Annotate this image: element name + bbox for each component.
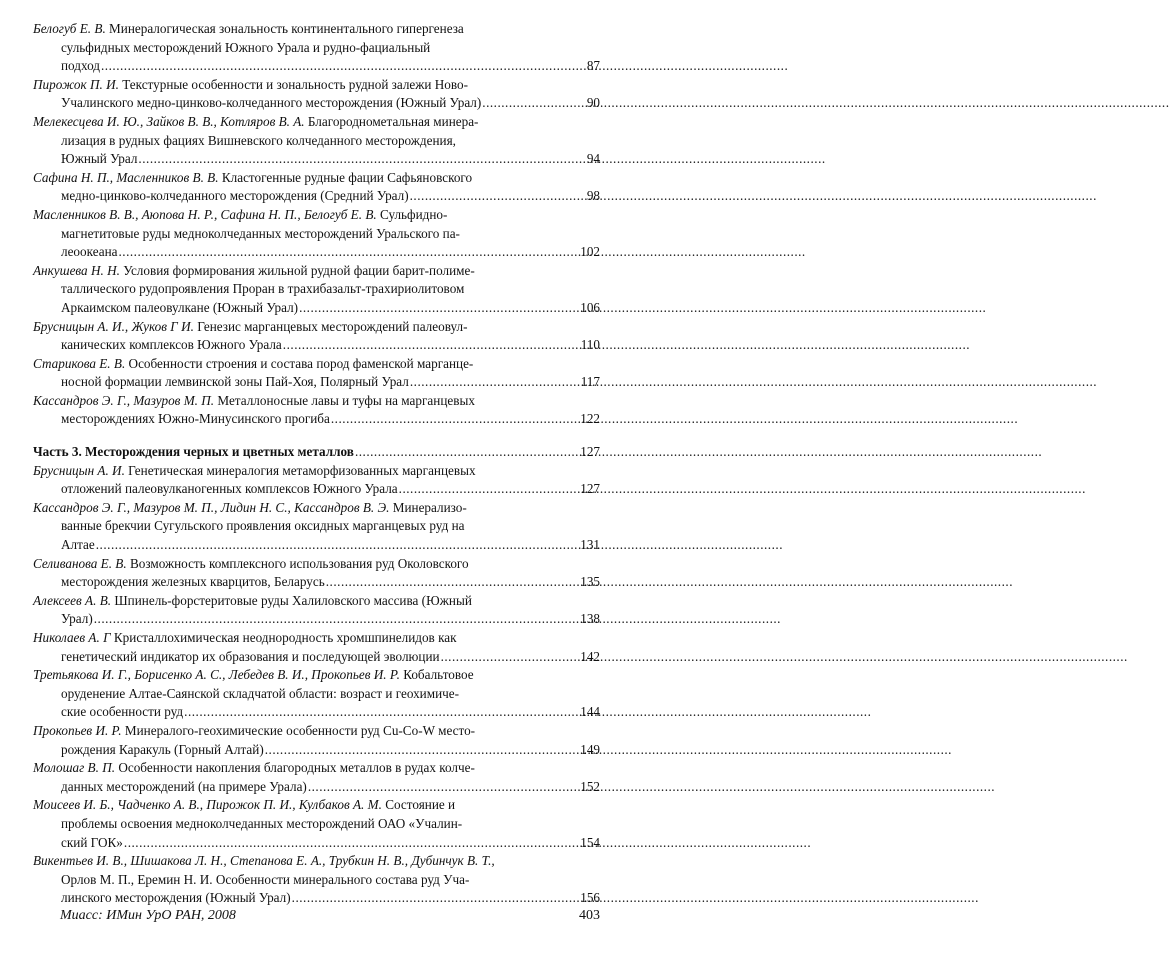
entry-page-number: 156: [580, 890, 600, 906]
entry-page-number: 122: [580, 411, 600, 427]
entry-text-segment: [61, 834, 123, 853]
toc-entry-line: [33, 76, 600, 95]
entry-title-text: месторождениях Южно-Минусинского прогиба: [61, 411, 330, 427]
entry-title-text: Металлоносные лавы и туфы на марганцевых: [217, 392, 475, 408]
toc-entry-line: [33, 336, 600, 355]
toc-entry: [33, 796, 600, 852]
entry-title-text: Минералогическая зональность континентального гипергенеза: [109, 21, 464, 36]
toc-entry: [33, 759, 600, 796]
entry-text-segment: [61, 536, 95, 555]
entry-title-text: Алтае: [61, 537, 95, 553]
entry-authors: Брусницын А. И., Жуков Г И.: [33, 318, 194, 334]
entry-title-text: Состояние и: [385, 797, 456, 813]
entry-title-text: Генезис марганцевых месторождений палеовул-: [197, 318, 468, 334]
entry-page-number: 98: [586, 188, 600, 204]
entry-authors: Моисеев И. Б., Чадченко А. В., Пирожок П. И., Кулбаков А. М.: [33, 797, 382, 813]
dot-leader: [101, 57, 586, 76]
entry-authors: Масленников В. В., Аюпова Н. Р., Сафина Н. П., Белогуб Е. В.: [33, 206, 377, 222]
entry-title-text: таллического рудопроявления Проран в трахибазальт-трахириолитовом: [61, 281, 465, 297]
entry-title-text: данных месторождений (на примере Урала): [61, 778, 307, 794]
publisher-line: Миасс: ИМин УрО РАН, 2008: [60, 908, 236, 923]
toc-entry-line: [33, 759, 600, 778]
entry-title-text: ванные брекчии Сугульского проявления оксидных марганцевых руд на: [61, 518, 465, 534]
entry-text-segment: [61, 373, 409, 392]
toc-entry-line: [33, 20, 600, 39]
toc-entry: [33, 206, 600, 262]
entry-page-number: 154: [580, 834, 600, 850]
dot-leader: [410, 373, 580, 392]
toc-entry-line: [33, 150, 600, 169]
entry-authors: Викентьев И. В., Шишакова Л. Н., Степанова Е. А., Трубкин Н. В., Дубинчук В. Т.,: [33, 853, 495, 869]
entry-text-segment: [61, 299, 298, 318]
toc-entry-line: [33, 113, 600, 132]
entry-page-number: 110: [580, 337, 600, 353]
toc-entry-line: [33, 778, 600, 797]
entry-text-segment: [61, 187, 409, 206]
toc-entry: [33, 392, 600, 429]
toc-entry-line: [33, 373, 600, 392]
entry-authors: Кассандров Э. Г., Мазуров М. П., Лидин Н. С., Кассандров В. Э.: [33, 499, 390, 515]
toc-entry-line: [33, 187, 600, 206]
toc-entry-line: [33, 871, 600, 890]
entry-title-text: магнетитовые руды медноколчеданных месторождений Уральского па-: [61, 225, 460, 241]
entry-authors: Прокопьев И. Р.: [33, 722, 122, 738]
toc-entry-line: [33, 852, 600, 871]
entry-authors: Молошаг В. П.: [33, 760, 116, 776]
toc-entry-line: [33, 57, 600, 76]
toc-entry: [33, 169, 600, 206]
toc-entry-line: [33, 499, 600, 518]
entry-page-number: 152: [580, 778, 600, 794]
entry-page-number: 106: [580, 299, 600, 315]
toc-entry: [33, 592, 600, 629]
toc-entry: [33, 629, 600, 666]
entry-page-number: 138: [580, 611, 600, 627]
entry-title-text: Шпинель-форстеритовые руды Халиловского массива (Южный: [114, 592, 472, 608]
dot-leader: [265, 741, 580, 760]
entry-authors: Сафина Н. П., Масленников В. В.: [33, 169, 219, 185]
part-title: Часть 3. Месторождения черных и цветных металлов: [33, 444, 354, 460]
dot-leader: [482, 94, 586, 113]
toc-entry: [33, 462, 600, 499]
entry-text-segment: [61, 889, 291, 908]
entry-text-segment: [61, 648, 440, 667]
entry-title-text: месторождения железных кварцитов, Беларусь: [61, 574, 325, 590]
toc-entry-line: [33, 392, 600, 411]
entry-title-text: Текстурные особенности и зональность рудной залежи Ново-: [122, 76, 468, 92]
entry-title-text: Кристаллохимическая неоднородность хромшпинелидов как: [113, 630, 457, 645]
entry-page-number: 117: [580, 374, 600, 390]
entry-page-number: 127: [580, 481, 600, 497]
toc-entry: [33, 318, 600, 355]
entry-text-segment: [61, 778, 307, 797]
toc-entry: [33, 262, 600, 318]
entry-authors: Селиванова Е. В.: [33, 555, 127, 571]
toc-entry-line: [33, 94, 600, 113]
entry-text-segment: [61, 243, 117, 262]
entry-title-text: Особенности накопления благородных металлов в рудах колче-: [118, 760, 475, 776]
dot-leader: [184, 703, 579, 722]
toc-entry-line: [33, 648, 600, 667]
entry-title-text: леоокеана: [61, 244, 118, 260]
toc-entry-line: [33, 280, 600, 299]
part-heading: [33, 443, 600, 462]
dot-leader: [308, 778, 579, 797]
toc-entry-line: [33, 355, 600, 374]
dot-leader: [331, 410, 579, 429]
dot-leader: [94, 610, 580, 629]
entry-title-text: оруденение Алтае-Саянской складчатой области: возраст и геохимиче-: [61, 685, 460, 701]
toc-entry-line: [33, 834, 600, 853]
toc-entry-line: [33, 462, 600, 481]
entry-title-text: линского месторождения (Южный Урал): [61, 890, 291, 906]
entry-text-segment: [61, 741, 264, 760]
entry-page-number: 94: [586, 151, 600, 167]
entry-title-text: Благороднометальная минера-: [307, 113, 479, 129]
entry-page-number: 144: [580, 704, 600, 720]
entry-authors: Мелекесцева И. Ю., Зайков В. В., Котляров В. А.: [33, 113, 305, 129]
entry-authors: Анкушева Н. Н.: [33, 262, 120, 278]
entry-title-text: Минералого-геохимические особенности руд Cu-Co-W место-: [124, 722, 476, 738]
dot-leader: [326, 573, 579, 592]
entry-title-text: лизация в рудных фациях Вишневского колчеданного месторождения,: [61, 132, 456, 148]
toc-entry-line: [33, 555, 600, 574]
entry-text-segment: [61, 410, 330, 429]
dot-leader: [138, 150, 585, 169]
dot-leader: [299, 299, 579, 318]
toc-entry-line: [33, 629, 600, 648]
entry-text-segment: [61, 150, 137, 169]
toc-entry-line: [33, 39, 600, 58]
entry-text-segment: [61, 57, 100, 76]
table-of-contents: [33, 20, 600, 908]
toc-entry-line: [33, 206, 600, 225]
entry-title-text: Урал): [61, 611, 93, 627]
entry-title-text: Возможность комплексного использования руд Околовского: [129, 555, 469, 571]
toc-entry: [33, 555, 600, 592]
toc-entry: [33, 499, 600, 555]
entry-text-segment: [61, 94, 481, 113]
toc-entry: [33, 355, 600, 392]
entry-title-text: Орлов М. П., Еремин Н. И. Особенности минерального состава руд Уча-: [61, 871, 470, 887]
toc-entry-line: [33, 685, 600, 704]
entry-page-number: 102: [580, 244, 600, 260]
dot-leader: [441, 648, 580, 667]
entry-authors: Брусницын А. И.: [33, 462, 125, 478]
entry-title-text: Генетическая минералогия метаморфизованных марганцевых: [128, 462, 476, 478]
toc-entry: [33, 76, 600, 113]
entry-page-number: 90: [586, 95, 600, 111]
dot-leader: [292, 889, 580, 908]
entry-title-text: Южный Урал: [61, 151, 138, 167]
entry-title-text: отложений палеовулканогенных комплексов Южного Урала: [61, 481, 398, 497]
entry-title-text: носной формации лемвинской зоны Пай-Хоя, Полярный Урал: [61, 374, 409, 390]
toc-entry: [33, 852, 600, 908]
entry-page-number: 131: [580, 537, 600, 553]
entry-title-text: Кластогенные рудные фации Сафьяновского: [221, 169, 473, 185]
entry-title-text: сульфидных месторождений Южного Урала и рудно-фациальный: [61, 39, 431, 55]
toc-entry-line: [33, 815, 600, 834]
toc-entry-line: [33, 573, 600, 592]
entry-text-segment: [61, 480, 398, 499]
entry-title-text: Аркаимском палеовулкане (Южный Урал): [61, 299, 299, 315]
entry-text-segment: [61, 703, 183, 722]
dot-leader: [118, 243, 579, 262]
entry-page-number: 142: [580, 648, 600, 664]
toc-entry-line: [33, 666, 600, 685]
toc-entry-line: [33, 517, 600, 536]
dot-leader: [96, 536, 579, 555]
entry-authors: Николаев А. Г: [33, 630, 111, 645]
toc-entry: [33, 666, 600, 722]
toc-entry-line: [33, 703, 600, 722]
entry-title-text: Учалинского медно-цинково-колчеданного месторождения (Южный Урал): [61, 95, 482, 111]
entry-title-text: проблемы освоения медноколчеданных месторождений ОАО «Учалин-: [61, 815, 463, 831]
entry-title-text: Сульфидно-: [379, 206, 448, 222]
entry-page-number: 87: [586, 58, 600, 74]
entry-authors: Старикова Е. В.: [33, 355, 126, 371]
section-spacer: [33, 429, 600, 443]
entry-authors: Пирожок П. И.: [33, 76, 119, 92]
entry-title-text: канических комплексов Южного Урала: [61, 337, 282, 353]
toc-entry-line: [33, 741, 600, 760]
entry-title-text: рождения Каракуль (Горный Алтай): [61, 741, 264, 757]
entry-text-segment: [61, 336, 282, 355]
toc-entry-line: [33, 610, 600, 629]
entry-title-text: генетический индикатор их образования и последующей эволюции: [61, 648, 440, 664]
toc-entry-line: [33, 889, 600, 908]
toc-entry-line: [33, 796, 600, 815]
entry-title-text: Условия формирования жильной рудной фации барит-полиме-: [123, 262, 475, 278]
entry-authors: Алексеев А. В.: [33, 592, 112, 608]
toc-entry-line: [33, 169, 600, 188]
dot-leader: [355, 443, 579, 462]
part-page-number: 127: [580, 444, 600, 460]
toc-entry: [33, 113, 600, 169]
entry-title-text: Минерализо-: [392, 499, 467, 515]
entry-authors: Белогуб Е. В.: [33, 21, 106, 36]
toc-entry-line: [33, 536, 600, 555]
entry-page-number: 149: [580, 741, 600, 757]
entry-authors: Третьякова И. Г., Борисенко А. С., Лебедев В. И., Прокопьев И. Р.: [33, 667, 400, 683]
dot-leader: [410, 187, 586, 206]
entry-title-text: подход: [61, 58, 100, 74]
entry-title-text: ский ГОК»: [61, 834, 123, 850]
toc-entry-line: [33, 592, 600, 611]
toc-entry-line: [33, 225, 600, 244]
toc-entry-line: [33, 299, 600, 318]
toc-entry-line: [33, 722, 600, 741]
dot-leader: [399, 480, 580, 499]
entry-text-segment: [61, 573, 325, 592]
toc-entry-line: [33, 262, 600, 281]
entry-title-text: Особенности строения и состава пород фаменской марганце-: [128, 355, 474, 371]
toc-entry-line: [33, 480, 600, 499]
page-number: 403: [579, 908, 600, 923]
dot-leader: [283, 336, 580, 355]
toc-entry-line: [33, 410, 600, 429]
toc-entry: [33, 20, 600, 76]
entry-title-text: ские особенности руд: [61, 704, 184, 720]
entry-title-text: Кобальтовое: [403, 667, 474, 683]
entry-title-text: медно-цинково-колчеданного месторождения (Средний Урал): [61, 188, 409, 204]
toc-entry-line: [33, 243, 600, 262]
dot-leader: [124, 834, 579, 853]
entry-authors: Кассандров Э. Г., Мазуров М. П.: [33, 392, 215, 408]
toc-entry: [33, 722, 600, 759]
entry-page-number: 135: [580, 574, 600, 590]
toc-entry-line: [33, 318, 600, 337]
toc-entry-line: [33, 132, 600, 151]
entry-text-segment: [61, 610, 93, 629]
